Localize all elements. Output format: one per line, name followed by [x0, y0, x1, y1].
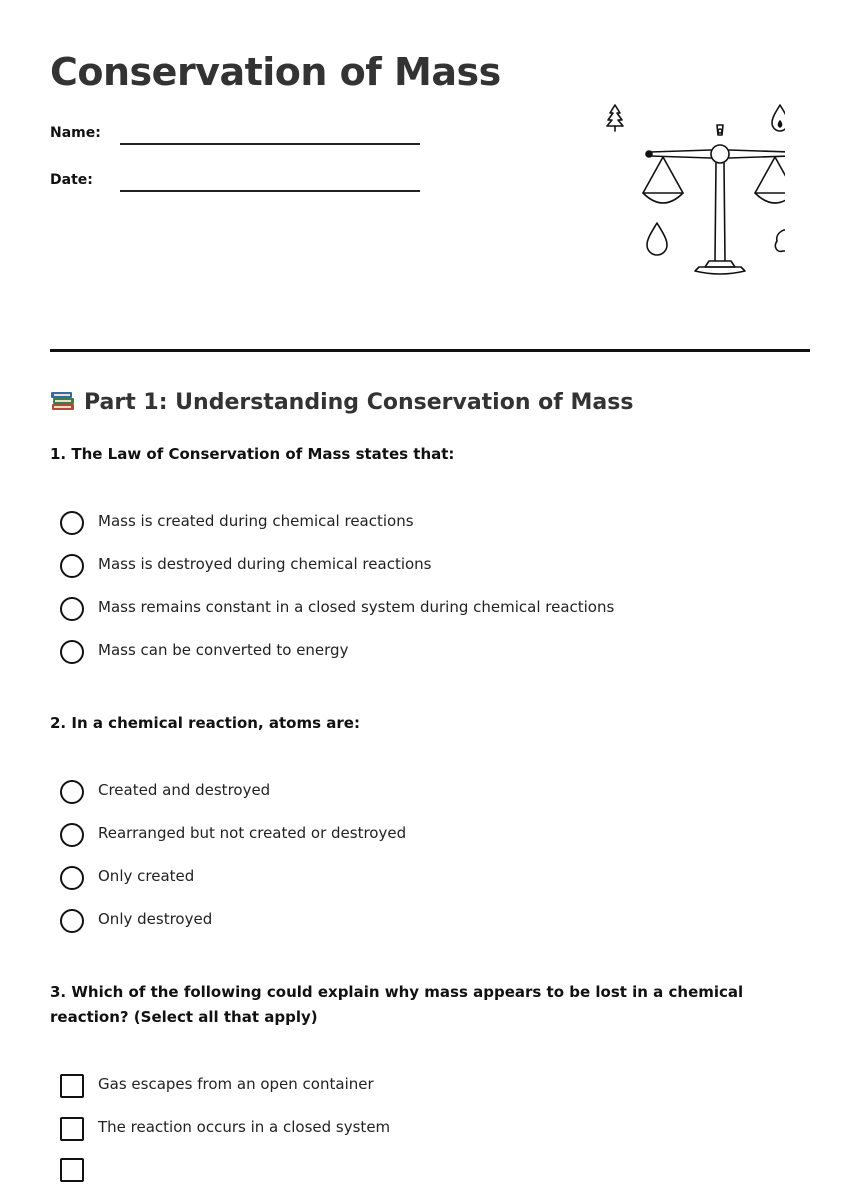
rock-icon — [775, 228, 785, 252]
option-label: Mass can be converted to energy — [98, 641, 349, 659]
date-line[interactable] — [120, 189, 420, 192]
name-label: Name: — [50, 125, 101, 141]
water-drop-icon — [772, 105, 785, 131]
books-icon — [50, 388, 76, 412]
radio-button[interactable] — [60, 597, 84, 621]
radio-button[interactable] — [60, 823, 84, 847]
option-label: Gas escapes from an open container — [98, 1075, 374, 1093]
option-label: Rearranged but not created or destroyed — [98, 824, 407, 842]
drop-icon — [647, 223, 667, 255]
checkbox[interactable] — [60, 1074, 84, 1098]
tree-icon — [607, 105, 623, 131]
radio-button[interactable] — [60, 780, 84, 804]
date-field — [50, 162, 420, 192]
part1-heading-text: Part 1: Understanding Conservation of Mass — [84, 390, 634, 415]
question-3: 3. Which of the following could explain why mass appears to be lost in a chemical reaction? (Select all that apply) — [50, 983, 744, 1026]
option-label: Mass remains constant in a closed system during chemical reactions — [98, 598, 615, 616]
radio-button[interactable] — [60, 866, 84, 890]
checkbox[interactable] — [60, 1117, 84, 1141]
balance-scale-illustration — [585, 95, 785, 285]
radio-button[interactable] — [60, 909, 84, 933]
option-label: Only destroyed — [98, 910, 213, 928]
radio-button[interactable] — [60, 554, 84, 578]
option-label: The reaction occurs in a closed system — [98, 1118, 391, 1136]
checkbox[interactable] — [60, 1158, 84, 1182]
name-line[interactable] — [120, 142, 420, 145]
section-divider — [50, 349, 810, 352]
radio-button[interactable] — [60, 511, 84, 535]
name-field — [50, 115, 420, 145]
part1-heading — [50, 388, 633, 415]
radio-button[interactable] — [60, 640, 84, 664]
question-2: 2. In a chemical reaction, atoms are: — [50, 714, 360, 732]
date-label: Date: — [50, 172, 93, 188]
option-label: Created and destroyed — [98, 781, 271, 799]
option-label: Only created — [98, 867, 195, 885]
option-label: Mass is created during chemical reactions — [98, 512, 414, 530]
page-title: Conservation of Mass — [50, 50, 501, 94]
question-1: 1. The Law of Conservation of Mass states that: — [50, 445, 455, 463]
option-label: Mass is destroyed during chemical reactions — [98, 555, 432, 573]
